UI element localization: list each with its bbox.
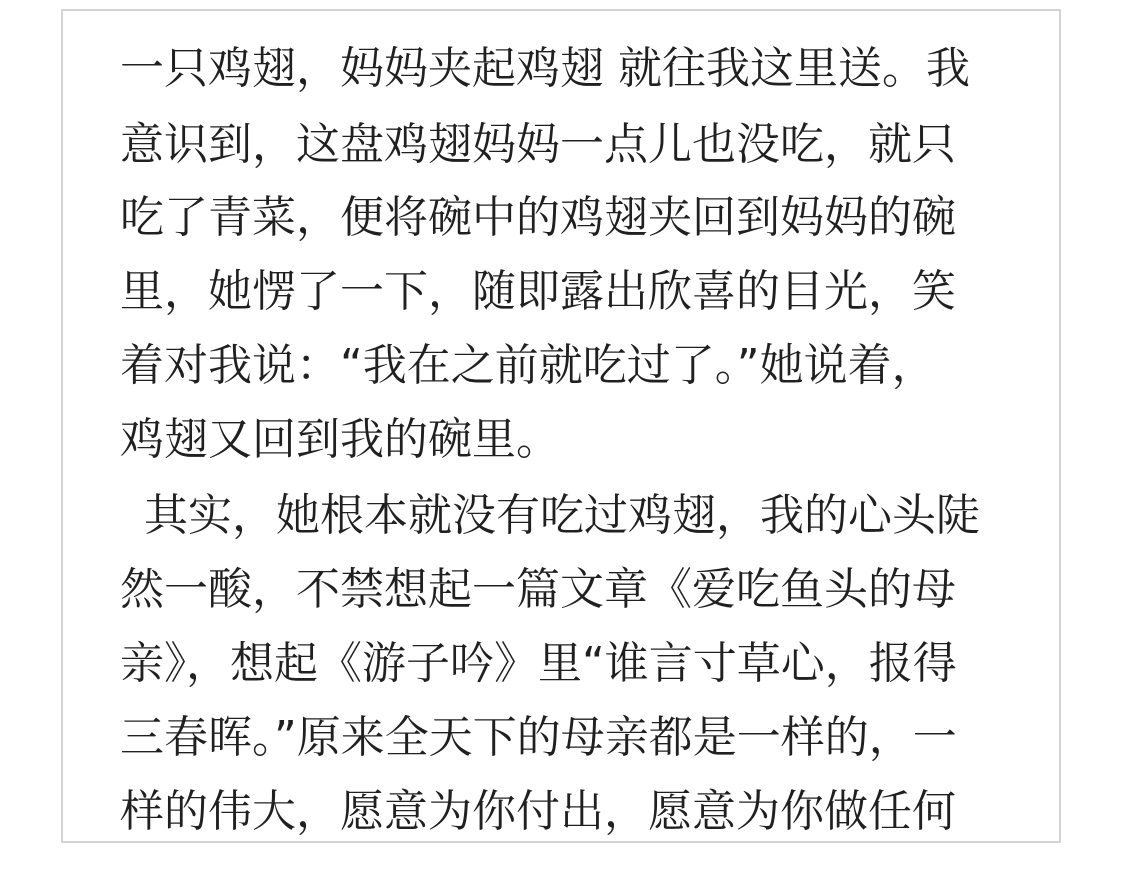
text-line: 一只鸡翅，妈妈夹起鸡翅 就往我这里送。我 [120, 43, 970, 94]
text-line: 意识到，这盘鸡翅妈妈一点儿也没吃，就只 [120, 119, 956, 170]
document-frame [61, 9, 1061, 843]
text-line-partial: 样的伟大，愿意为你付出，愿意为你做任何 [120, 786, 956, 837]
text-line: 里，她愣了一下，随即露出欣喜的目光，笑 [120, 266, 956, 317]
text-line: 亲》，想起《游子吟》里“谁言寸草心，报得 [120, 638, 957, 689]
text-line: 鸡翅又回到我的碗里。 [120, 414, 560, 465]
article-text [63, 11, 1059, 837]
text-line: 三春晖。”原来全天下的母亲都是一样的，一 [120, 712, 957, 763]
paragraph-start-line: 其实，她根本就没有吃过鸡翅，我的心头陡 [144, 490, 980, 541]
text-line: 吃了青菜，便将碗中的鸡翅夹回到妈妈的碗 [120, 192, 956, 243]
text-line: 着对我说：“我在之前就吃过了。”她说着， [120, 340, 936, 391]
text-line: 然一酸，不禁想起一篇文章《爱吃鱼头的母 [120, 564, 956, 615]
